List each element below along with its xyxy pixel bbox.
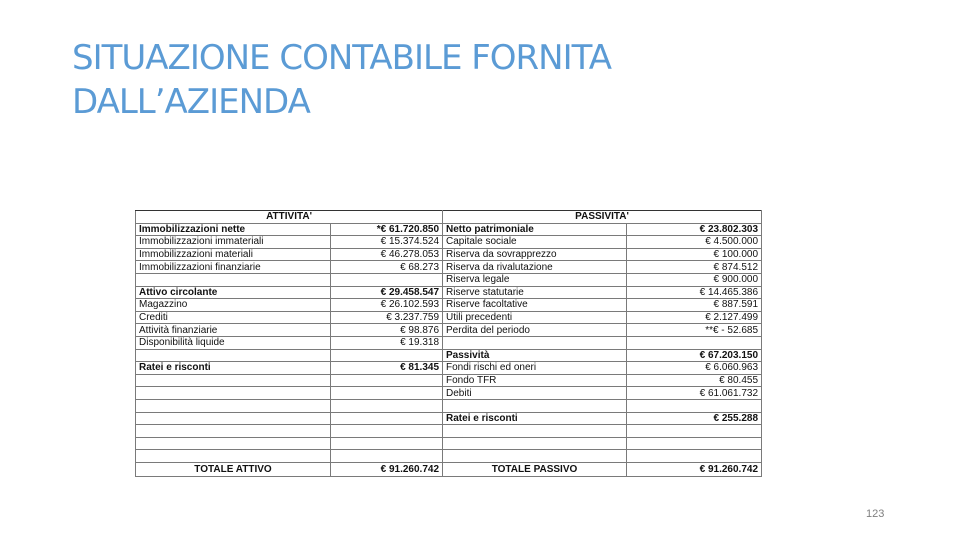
attivo-amount-cell	[331, 437, 443, 450]
attivo-label-cell	[136, 374, 331, 387]
passivo-label-cell	[443, 437, 627, 450]
passivo-amount-cell: € 80.455	[627, 374, 762, 387]
attivo-label-cell	[136, 425, 331, 438]
attivo-amount-cell: € 15.374.524	[331, 236, 443, 249]
attivo-label-cell	[136, 412, 331, 425]
table-row	[136, 399, 762, 412]
balance-sheet-table	[135, 210, 762, 477]
table-row	[136, 412, 762, 425]
passivo-amount-cell: € 23.802.303	[627, 223, 762, 236]
table-row	[136, 462, 762, 476]
attivo-amount-cell: € 68.273	[331, 261, 443, 274]
passivo-amount-cell: € 91.260.742	[627, 462, 762, 476]
slide-title-line-1: SITUAZIONE CONTABILE FORNITA	[72, 38, 612, 78]
passivo-amount-cell: € 2.127.499	[627, 311, 762, 324]
attivo-label-cell	[136, 399, 331, 412]
table-row	[136, 374, 762, 387]
table-row	[136, 450, 762, 463]
passivo-amount-cell: € 255.288	[627, 412, 762, 425]
attivo-amount-cell	[331, 399, 443, 412]
attivo-amount-cell: € 98.876	[331, 324, 443, 337]
attivo-amount-cell	[331, 387, 443, 400]
attivo-label-cell	[136, 349, 331, 362]
attivo-label-cell: Attivo circolante	[136, 286, 331, 299]
attivo-amount-cell	[331, 450, 443, 463]
slide-title-line-2: DALL’AZIENDA	[72, 82, 310, 122]
attivo-label-cell	[136, 437, 331, 450]
passivo-amount-cell: € 4.500.000	[627, 236, 762, 249]
attivo-label-cell: TOTALE ATTIVO	[136, 462, 331, 476]
attivo-amount-cell	[331, 412, 443, 425]
passivo-label-cell: Netto patrimoniale	[443, 223, 627, 236]
attivo-amount-cell: € 46.278.053	[331, 248, 443, 261]
passivo-amount-cell: € 887.591	[627, 299, 762, 312]
passivo-amount-cell	[627, 336, 762, 349]
table-row	[136, 362, 762, 375]
passivo-label-cell: Riserva da sovrapprezzo	[443, 248, 627, 261]
table-row	[136, 299, 762, 312]
passivo-amount-cell	[627, 450, 762, 463]
passivo-label-cell: Riserva da rivalutazione	[443, 261, 627, 274]
passivo-label-cell: Riserva legale	[443, 273, 627, 286]
passivo-amount-cell: **€ - 52.685	[627, 324, 762, 337]
attivo-label-cell: Immobilizzazioni materiali	[136, 248, 331, 261]
table-row	[136, 236, 762, 249]
table-header-row	[136, 211, 762, 224]
table-row	[136, 336, 762, 349]
attivo-label-cell	[136, 387, 331, 400]
attivo-amount-cell	[331, 349, 443, 362]
table-row	[136, 261, 762, 274]
passivo-amount-cell: € 100.000	[627, 248, 762, 261]
passivo-label-cell: Riserve statutarie	[443, 286, 627, 299]
page-number: 123	[866, 508, 885, 520]
attivita-header: ATTIVITA'	[136, 211, 443, 224]
passivo-label-cell: Utili precedenti	[443, 311, 627, 324]
attivo-amount-cell: € 91.260.742	[331, 462, 443, 476]
passivo-amount-cell	[627, 399, 762, 412]
passivo-amount-cell: € 900.000	[627, 273, 762, 286]
passivo-label-cell	[443, 425, 627, 438]
table-row	[136, 324, 762, 337]
balance-sheet	[135, 210, 761, 477]
attivo-amount-cell: € 26.102.593	[331, 299, 443, 312]
passivita-header: PASSIVITA'	[443, 211, 762, 224]
table-row	[136, 223, 762, 236]
passivo-label-cell	[443, 336, 627, 349]
passivo-amount-cell: € 874.512	[627, 261, 762, 274]
passivo-label-cell: Perdita del periodo	[443, 324, 627, 337]
table-row	[136, 349, 762, 362]
passivo-label-cell: Ratei e risconti	[443, 412, 627, 425]
table-row	[136, 311, 762, 324]
passivo-label-cell: Capitale sociale	[443, 236, 627, 249]
attivo-label-cell: Disponibilità liquide	[136, 336, 331, 349]
attivo-label-cell	[136, 273, 331, 286]
passivo-amount-cell: € 61.061.732	[627, 387, 762, 400]
table-row	[136, 387, 762, 400]
attivo-label-cell: Crediti	[136, 311, 331, 324]
attivo-label-cell: Attività finanziarie	[136, 324, 331, 337]
passivo-label-cell: Passività	[443, 349, 627, 362]
passivo-amount-cell	[627, 425, 762, 438]
attivo-amount-cell: € 3.237.759	[331, 311, 443, 324]
table-row	[136, 248, 762, 261]
table-row	[136, 425, 762, 438]
attivo-label-cell: Immobilizzazioni nette	[136, 223, 331, 236]
table-row	[136, 437, 762, 450]
attivo-amount-cell	[331, 425, 443, 438]
attivo-label-cell	[136, 450, 331, 463]
slide-title	[72, 36, 611, 124]
attivo-amount-cell	[331, 273, 443, 286]
passivo-amount-cell	[627, 437, 762, 450]
attivo-amount-cell: € 19.318	[331, 336, 443, 349]
passivo-label-cell: Fondi rischi ed oneri	[443, 362, 627, 375]
attivo-label-cell: Magazzino	[136, 299, 331, 312]
table-row	[136, 286, 762, 299]
attivo-amount-cell: € 81.345	[331, 362, 443, 375]
attivo-amount-cell: *€ 61.720.850	[331, 223, 443, 236]
table-body	[136, 223, 762, 476]
passivo-label-cell: Debiti	[443, 387, 627, 400]
table-row	[136, 273, 762, 286]
attivo-amount-cell: € 29.458.547	[331, 286, 443, 299]
passivo-label-cell: Fondo TFR	[443, 374, 627, 387]
passivo-label-cell: Riserve facoltative	[443, 299, 627, 312]
passivo-amount-cell: € 6.060.963	[627, 362, 762, 375]
attivo-label-cell: Immobilizzazioni immateriali	[136, 236, 331, 249]
attivo-label-cell: Ratei e risconti	[136, 362, 331, 375]
passivo-label-cell	[443, 399, 627, 412]
passivo-label-cell: TOTALE PASSIVO	[443, 462, 627, 476]
passivo-amount-cell: € 67.203.150	[627, 349, 762, 362]
passivo-amount-cell: € 14.465.386	[627, 286, 762, 299]
attivo-label-cell: Immobilizzazioni finanziarie	[136, 261, 331, 274]
passivo-label-cell	[443, 450, 627, 463]
attivo-amount-cell	[331, 374, 443, 387]
